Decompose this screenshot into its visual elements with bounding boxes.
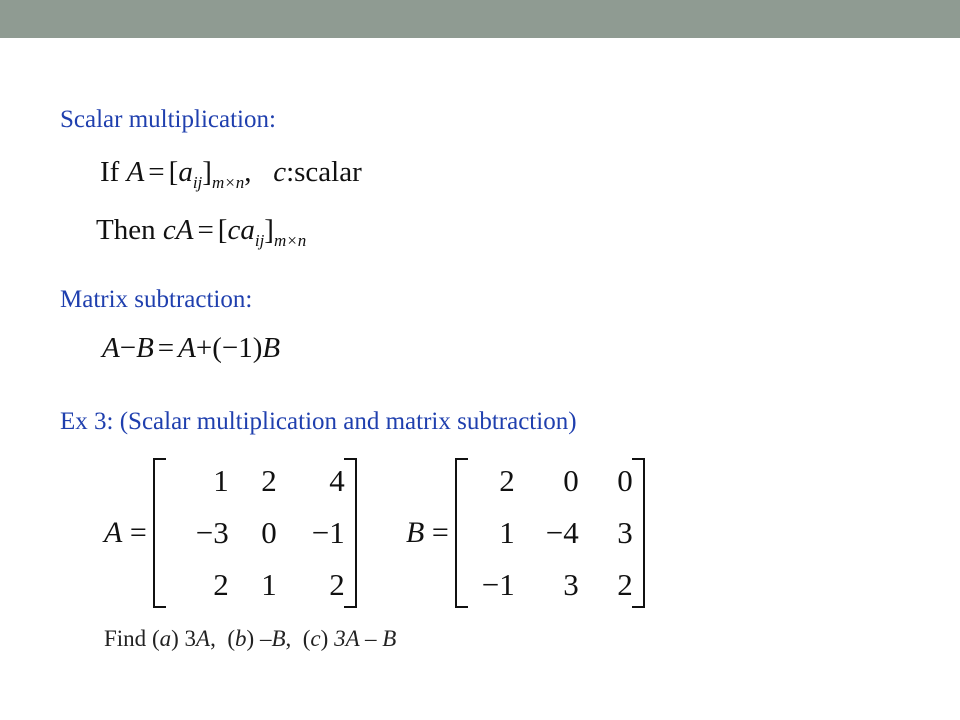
- mxn-subscript: m×n: [273, 231, 307, 250]
- part-c-expression: 3A – B: [334, 626, 397, 651]
- mxn-subscript: m×n: [211, 173, 245, 192]
- if-word: If: [100, 156, 120, 188]
- part-a-coefficient: 3: [184, 626, 197, 651]
- matrix-b-cell: 2: [499, 463, 515, 498]
- part-a-variable: A: [196, 626, 211, 651]
- matrix-subtraction-heading: Matrix subtraction:: [60, 286, 253, 313]
- scalar-c-symbol: c: [273, 156, 287, 188]
- matrix-a-cell: 1: [213, 463, 229, 498]
- ca-symbol: cA: [162, 214, 194, 246]
- matrix-a-cell: −3: [195, 515, 229, 550]
- scalar-word: :scalar: [286, 156, 362, 188]
- scalar-multiplication-heading: Scalar multiplication:: [60, 106, 276, 133]
- matrix-b-cell: 3: [563, 567, 579, 602]
- matrix-a-definition: [104, 458, 357, 608]
- matrix-a-letter: A: [104, 516, 123, 549]
- find-word: Find: [104, 626, 147, 651]
- matrix-b-cell: 3: [617, 515, 633, 550]
- b-symbol: B: [262, 332, 281, 364]
- matrix-b-cell: −1: [481, 567, 515, 602]
- matrix-b-cell: 0: [617, 463, 633, 498]
- matrix-b: [455, 458, 645, 608]
- matrix-a-cell: −1: [311, 515, 345, 550]
- a-symbol: A: [102, 332, 120, 364]
- minus-sign: −: [119, 332, 137, 364]
- plus-sign: +: [195, 332, 213, 364]
- matrix-b-cell: 2: [617, 567, 633, 602]
- example-heading: Ex 3: (Scalar multiplication and matrix subtraction): [60, 408, 577, 435]
- matrix-a-cell: 2: [261, 463, 277, 498]
- matrix-b-cell: −4: [545, 515, 579, 550]
- top-bar: [0, 0, 960, 38]
- matrix-b-definition: [406, 458, 645, 608]
- a-symbol: A: [178, 332, 196, 364]
- equals-sign: =: [157, 332, 175, 364]
- matrix-a-label: A =: [104, 516, 147, 549]
- ij-subscript: ij: [254, 231, 265, 250]
- matrix-b-letter: B: [406, 516, 425, 549]
- part-b-label: b: [235, 626, 247, 651]
- b-symbol: B: [136, 332, 154, 364]
- matrix-b-label: B =: [406, 516, 449, 549]
- then-word: Then: [96, 214, 156, 246]
- part-a-label: a: [159, 626, 172, 651]
- matrix-b-cell: 0: [563, 463, 579, 498]
- matrix-a: [153, 458, 357, 608]
- matrix-b-cell: 1: [499, 515, 515, 550]
- subtraction-formula: [102, 332, 280, 365]
- matrix-a-cell: 2: [213, 567, 229, 602]
- matrix-a-cell: 2: [329, 567, 345, 602]
- scalar-definition-formula: If $A = [a_{ij}]_{m\times n}$, c:scalar: [100, 156, 362, 192]
- matrix-a-cell: 4: [329, 463, 345, 498]
- find-instruction: Find (a) 3A, (b) –B, (c) 3A – B: [104, 626, 397, 651]
- ij-subscript: ij: [192, 173, 203, 192]
- entry-symbol: a: [178, 156, 193, 188]
- matrix-a-cell: 0: [261, 515, 277, 550]
- negative-one: (−1): [212, 332, 263, 364]
- matrix-a-cell: 1: [261, 567, 277, 602]
- scalar-result-formula: Then cA = $[ca_{ij}]_{m\times n}$: [96, 214, 307, 250]
- ca-entry-symbol: ca: [227, 214, 255, 246]
- matrix-a-symbol: A: [126, 156, 145, 188]
- part-b-expression: –B: [259, 626, 286, 651]
- part-c-label: c: [310, 626, 321, 651]
